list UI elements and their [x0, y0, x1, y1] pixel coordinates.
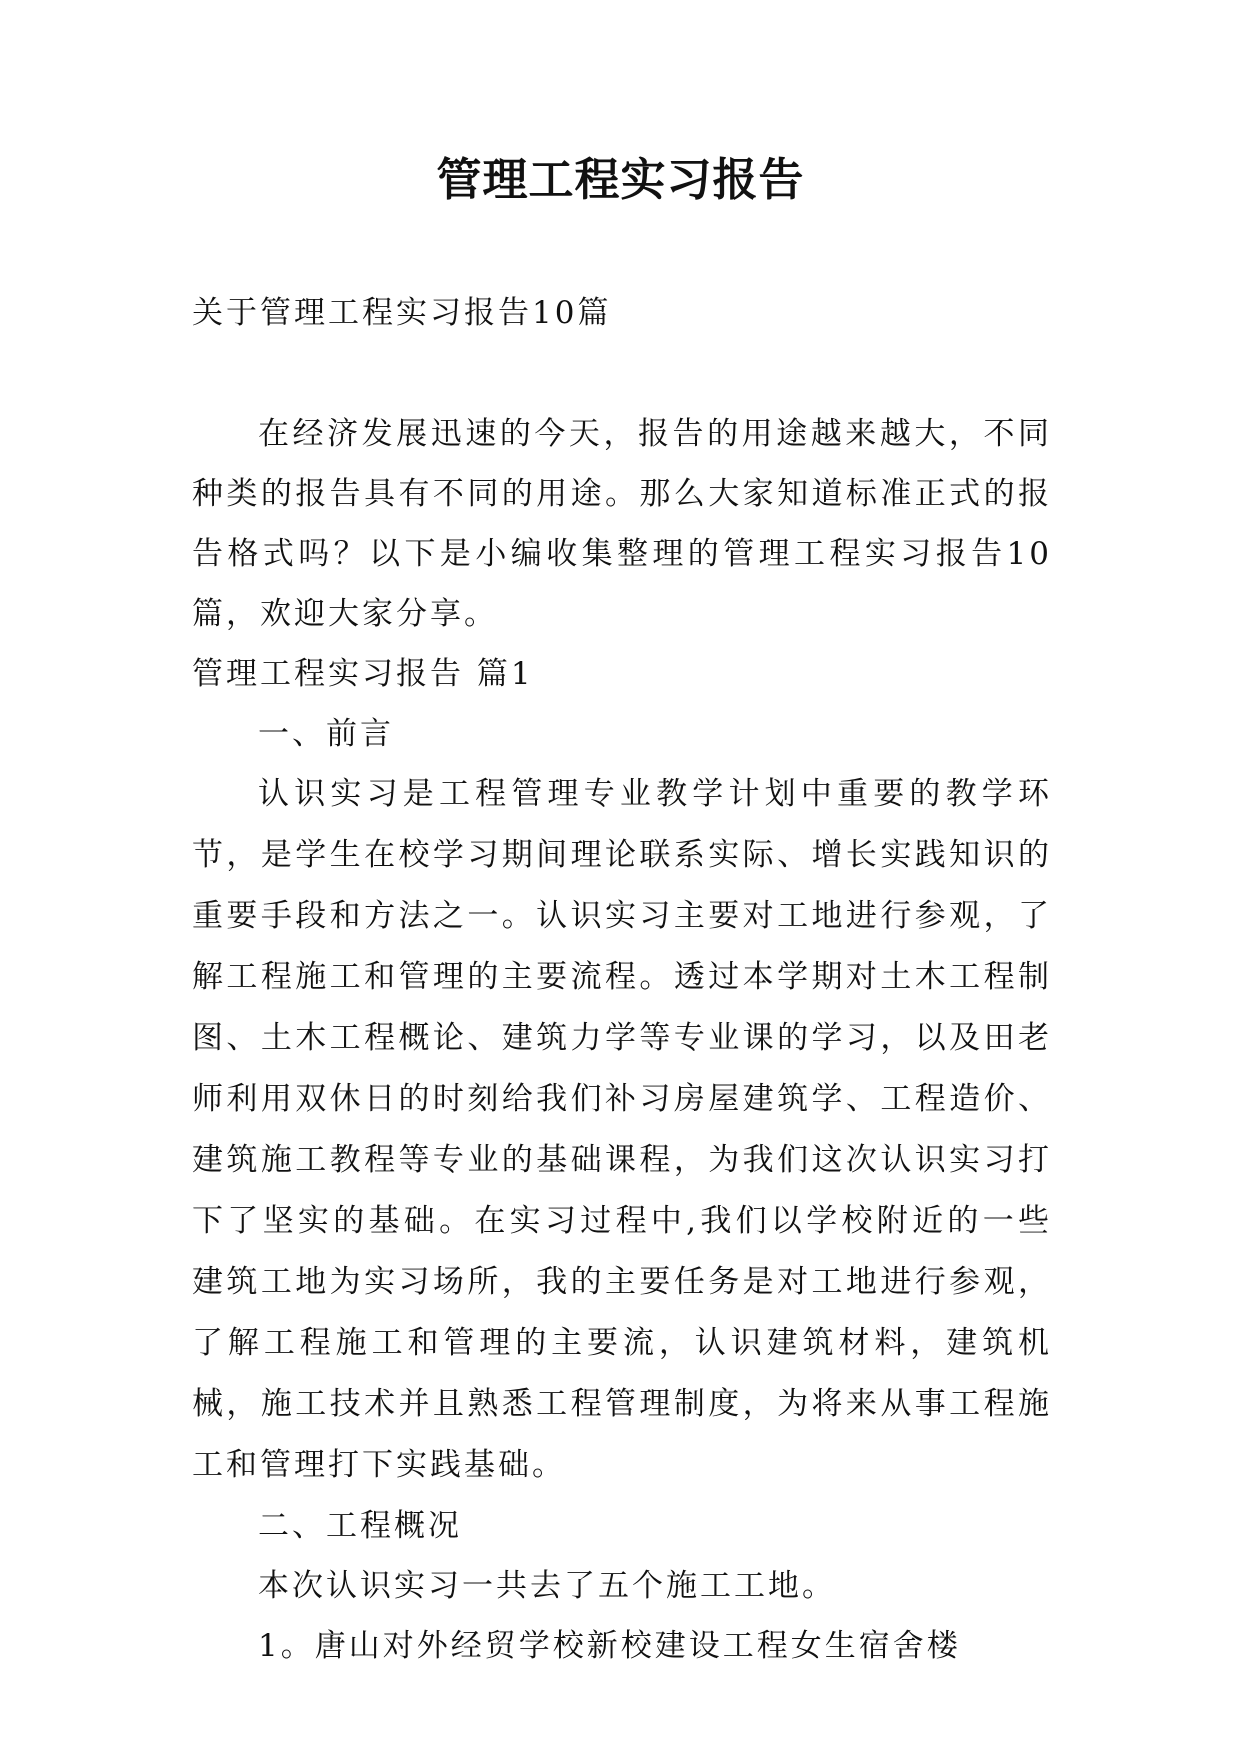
section-2-heading: 二、工程概况: [258, 1508, 462, 1544]
document-title: 管理工程实习报告: [436, 153, 805, 206]
intro-paragraph: 在经济发展迅速的今天，报告的用途越来越大，不同种类的报告具有不同的用途。那么大家知道标准正式的报告格式吗？以下是小编收集整理的管理工程实习报告10篇，欢迎大家分享。: [192, 416, 1052, 632]
section-1-paragraph: 认识实习是工程管理专业教学计划中重要的教学环节，是学生在校学习期间理论联系实际、增长实践知识的重要手段和方法之一。认识实习主要对工地进行参观，了解工程施工和管理的主要流程。透过本学期对土木工程制图、土木工程概论、建筑力学等专业课的学习，以及田老师利用双休日的时刻给我们补习房屋建筑学、工程造价、建筑施工教程等专业的基础课程，为我们这次认识实习打下了坚实的基础。在实习过程中,我们以学校附近的一些建筑工地为实习场所，我的主要任务是对工地进行参观，了解工程施工和管理的主要流，认识建筑材料，建筑机械，施工技术并且熟悉工程管理制度，为将来从事工程施工和管理打下实践基础。: [192, 776, 1052, 1483]
part-heading: 管理工程实习报告 篇1: [192, 656, 534, 692]
document-subtitle: 关于管理工程实习报告10篇: [192, 295, 612, 331]
document-body: [192, 404, 1052, 1676]
list-item-1: 1。唐山对外经贸学校新校建设工程女生宿舍楼: [258, 1628, 961, 1664]
section-2-paragraph: 本次认识实习一共去了五个施工工地。: [258, 1568, 836, 1604]
section-1-heading: 一、前言: [258, 716, 394, 752]
